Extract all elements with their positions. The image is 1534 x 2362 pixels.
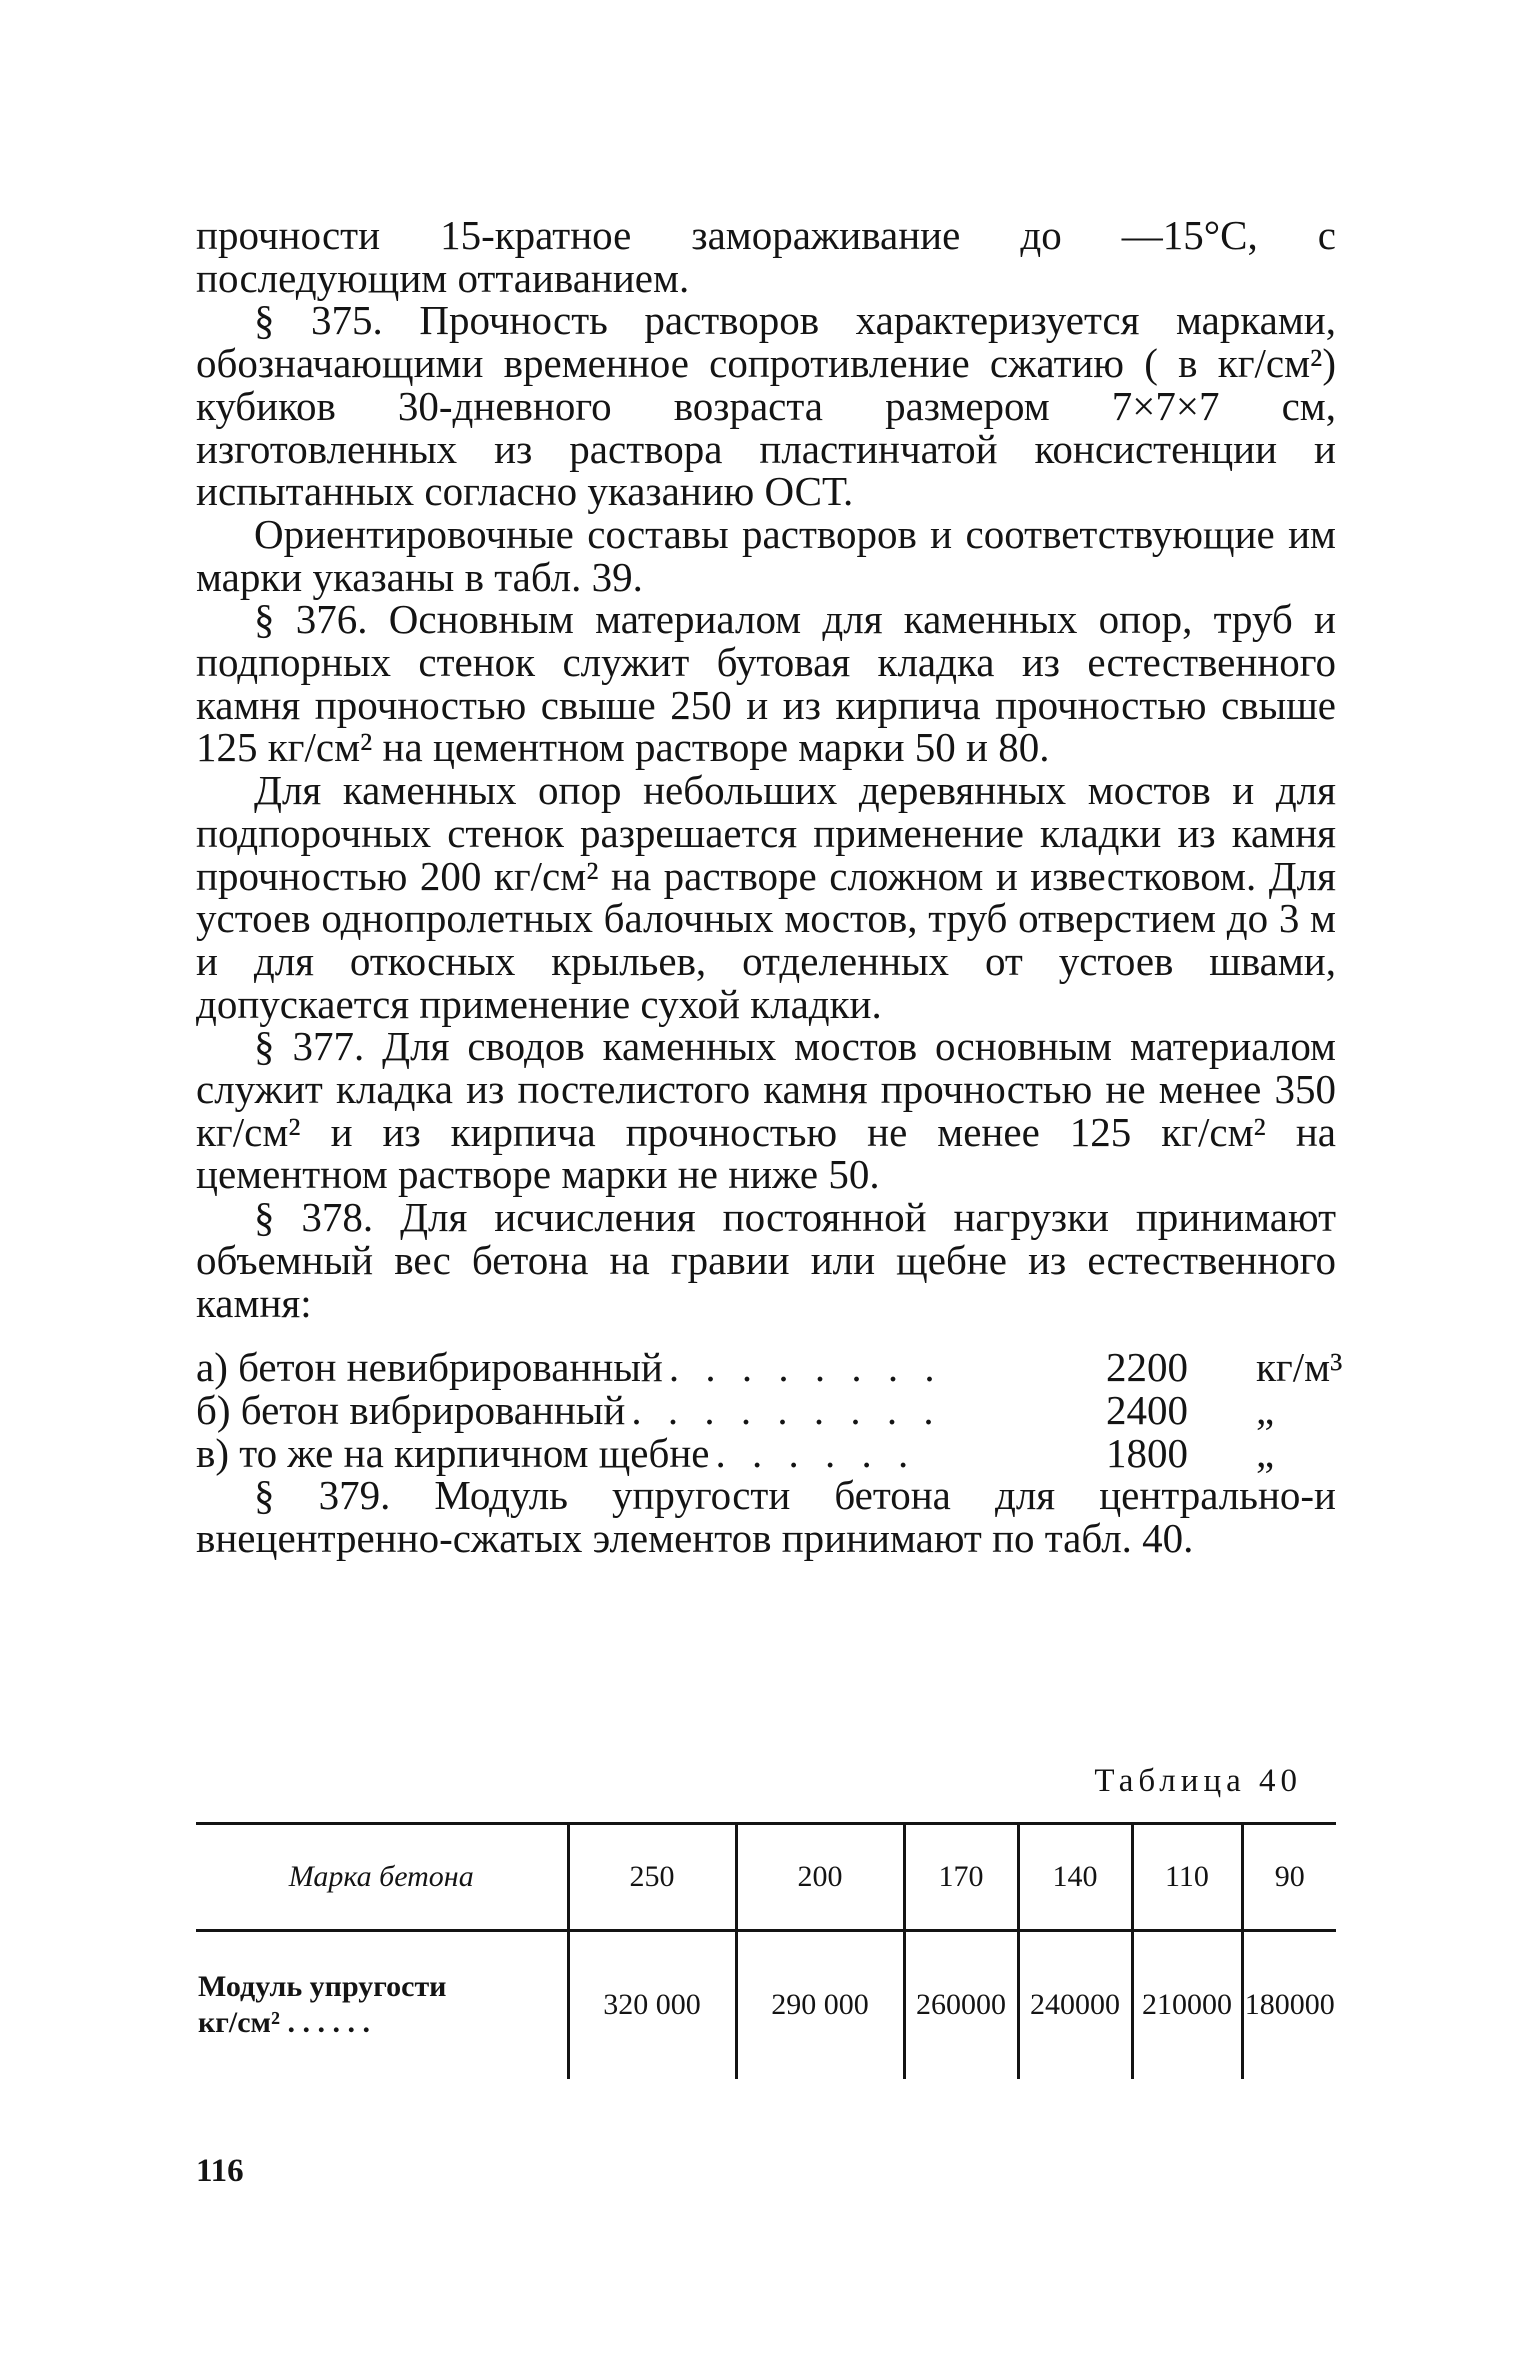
- density-item-label: в) то же на кирпичном щебне: [196, 1429, 710, 1476]
- table-cell: 290 000: [736, 1931, 904, 2079]
- table-header-cell: 250: [568, 1824, 736, 1931]
- paragraph-table-39-reference: Ориентировочные составы растворов и соответствующие им марки указаны в табл. 39.: [196, 510, 1336, 600]
- table-header-cell: 140: [1018, 1824, 1132, 1931]
- paragraph-376: § 376. Основным материалом для каменных опор, труб и подпорных стенок служит бутовая кладка из естественного камня прочностью свыше 250 и из кирпича прочностью свыше 125 кг/см² на цементном растворе марки 50 и 80.: [196, 596, 1336, 771]
- table-row-label: [196, 1931, 568, 2079]
- density-item-unit: кг/м³: [1256, 1344, 1343, 1391]
- density-item-value: 2200: [1106, 1344, 1188, 1391]
- density-item-label: б) бетон вибрированный: [196, 1386, 626, 1433]
- density-item: [196, 1429, 1336, 1476]
- density-item-label: а) бетон невибрированный: [196, 1344, 663, 1391]
- table-header-cell: 110: [1132, 1824, 1242, 1931]
- leader-dots: . . . . . . . .: [668, 1346, 943, 1389]
- density-item-unit: „: [1256, 1429, 1275, 1476]
- density-item-unit: „: [1256, 1386, 1275, 1433]
- table-cell: 180000: [1242, 1931, 1336, 2079]
- paragraph-379: § 379. Модуль упругости бетона для центрально-и внецентренно-сжатых элементов принимают по табл. 40.: [196, 1472, 1336, 1562]
- table-cell: 210000: [1132, 1931, 1242, 2079]
- modulus-table: [196, 1822, 1336, 2079]
- table-cell: 240000: [1018, 1931, 1132, 2079]
- table-header-row: [196, 1824, 1336, 1931]
- leader-dots: . . . . . . . . .: [631, 1388, 942, 1432]
- paragraph-small-bridges: Для каменных опор небольших деревянных мостов и для подпорочных стенок разрешается применение кладки из камня прочностью 200 кг/см² на растворе сложном и известковом. Для устоев однопролетных балочных мостов, труб отверстием до 3 м и для откосных крыльев, отделенных от устоев швами, допускается применение сухой кладки.: [196, 767, 1336, 1027]
- table-40: [196, 1822, 1336, 2079]
- paragraph-continuation: прочности 15-кратное замораживание до —15°С, с последующим оттаиванием.: [196, 212, 1336, 301]
- main-text: [196, 212, 1343, 1562]
- paragraph-378: § 378. Для исчисления постоянной нагрузки принимают объемный вес бетона на гравии или щебне из естественного камня:: [196, 1194, 1336, 1326]
- table-row: [196, 1931, 1336, 2079]
- density-item-value: 2400: [1106, 1386, 1188, 1433]
- concrete-density-list: [196, 1344, 1343, 1476]
- table-cell: 320 000: [568, 1931, 736, 2079]
- paragraph-375: § 375. Прочность растворов характеризуется марками, обозначающими временное сопротивление сжатию ( в кг/см²) кубиков 30-дневного возраста размером 7×7×7 см, изготовленных из раствора пластинчатой консистенции и испытанных согласно указанию ОСТ.: [196, 297, 1336, 515]
- page-number: 116: [196, 2153, 244, 2189]
- table-header-label: Марка бетона: [288, 1860, 474, 1893]
- leader-dots: . . . . . .: [715, 1431, 917, 1475]
- table-header-cell: 170: [904, 1824, 1018, 1931]
- table-cell: 260000: [904, 1931, 1018, 2079]
- density-item: [196, 1386, 1336, 1433]
- row-label-line: Модуль упругости: [198, 1970, 447, 2004]
- table-header-cell: 90: [1242, 1824, 1336, 1931]
- density-item: [196, 1344, 1343, 1391]
- density-item-value: 1800: [1106, 1429, 1188, 1476]
- table-header-cell: 200: [736, 1824, 904, 1931]
- paragraph-377: § 377. Для сводов каменных мостов основным материалом служит кладка из постелистого камня прочностью не менее 350 кг/см² и из кирпича прочностью не менее 125 кг/см² на цементном растворе марки не ниже 50.: [196, 1023, 1336, 1198]
- row-label-line: кг/см² . . . . . .: [198, 2006, 370, 2040]
- table-caption: Таблица 40: [1094, 1763, 1302, 1799]
